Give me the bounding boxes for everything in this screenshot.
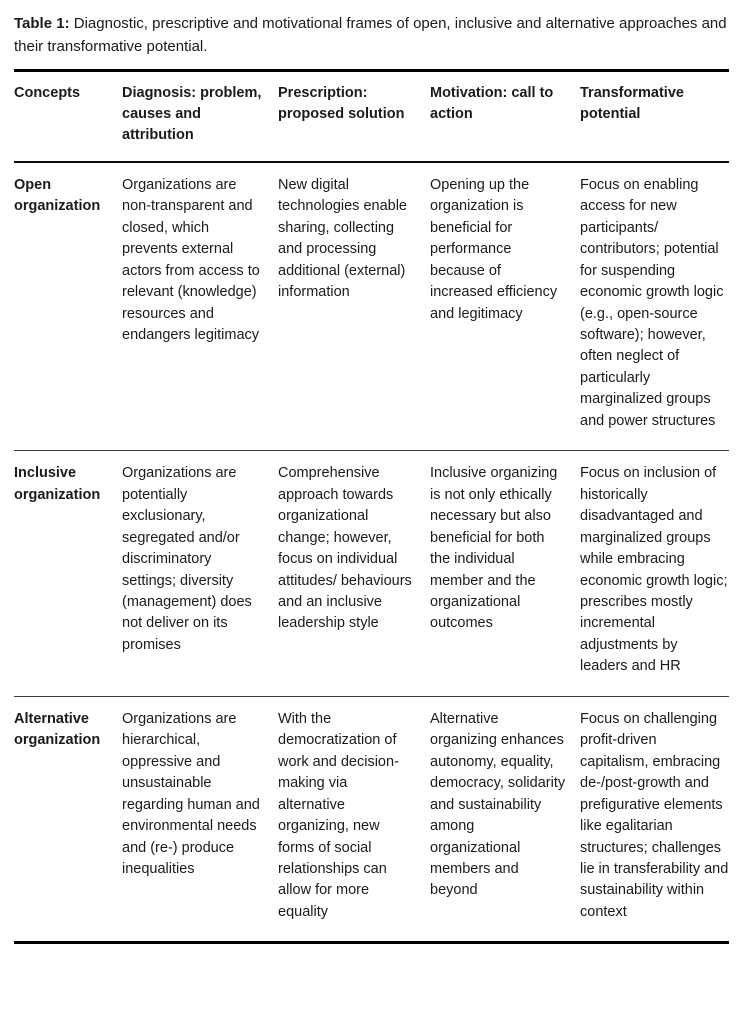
header-diagnosis: Diagnosis: problem, causes and attribution [122, 84, 262, 144]
table-row-open-organization [14, 162, 729, 451]
cell-prescription: With the democratization of work and decision-making via alternative organizing, new forms of social relationships can allow for more equality [278, 710, 399, 920]
cell-diagnosis: Organizations are hierarchical, oppressive and unsustainable regarding human and environmental needs and (re-) produce inequalities [122, 710, 260, 877]
cell-motivation: Inclusive organizing is not only ethically necessary but also beneficial for both the individual member and the organizational outcomes [430, 465, 558, 632]
row-concept: Open organization [14, 176, 101, 215]
cell-diagnosis: Organizations are potentially exclusionary, segregated and/or discriminatory settings; diversity (management) does not deliver on its promises [122, 465, 252, 653]
row-concept: Alternative organization [14, 710, 101, 749]
table-caption-label: Table 1: [14, 15, 70, 32]
header-motivation: Motivation: call to action [430, 84, 554, 122]
cell-transformative: Focus on inclusion of historically disadvantaged and marginalized groups while embracing economic growth logic; prescribes mostly incremental adjustments by leaders and HR [580, 465, 728, 675]
cell-motivation: Alternative organizing enhances autonomy, equality, democracy, solidarity and sustainability among organizational members and beyond [430, 710, 566, 899]
header-prescription: Prescription: proposed solution [278, 84, 405, 122]
row-concept: Inclusive organization [14, 465, 101, 503]
header-row [14, 70, 729, 162]
header-transformative: Transformative potential [580, 84, 684, 122]
header-concepts: Concepts [14, 84, 81, 101]
cell-prescription: New digital technologies enable sharing, collecting and processing additional (external) information [278, 176, 407, 301]
cell-diagnosis: Organizations are non-transparent and closed, which prevents external actors from access to relevant (knowledge) resources and endangers legitimacy [122, 176, 260, 344]
table-caption-text: Diagnostic, prescriptive and motivational frames of open, inclusive and alternative approaches and their transformative potential. [14, 15, 727, 56]
cell-transformative: Focus on enabling access for new participants/ contributors; potential for suspending economic growth logic (e.g., open-source software); however, often neglect of particularly marginalized groups and power structures [580, 176, 724, 429]
cell-prescription: Comprehensive approach towards organizational change; however, focus on individual attitudes/ behaviours and an inclusive leadership style [278, 465, 412, 632]
frames-table [14, 69, 729, 945]
table-caption [14, 12, 729, 59]
table-row-alternative-organization [14, 696, 729, 943]
cell-transformative: Focus on challenging profit-driven capitalism, embracing de-/post-growth and prefigurative elements like egalitarian structures; challenges lie in transferability and sustainability within context [580, 710, 729, 920]
cell-motivation: Opening up the organization is beneficial for performance because of increased efficiency and legitimacy [430, 176, 558, 322]
table-row-inclusive-organization [14, 451, 729, 697]
